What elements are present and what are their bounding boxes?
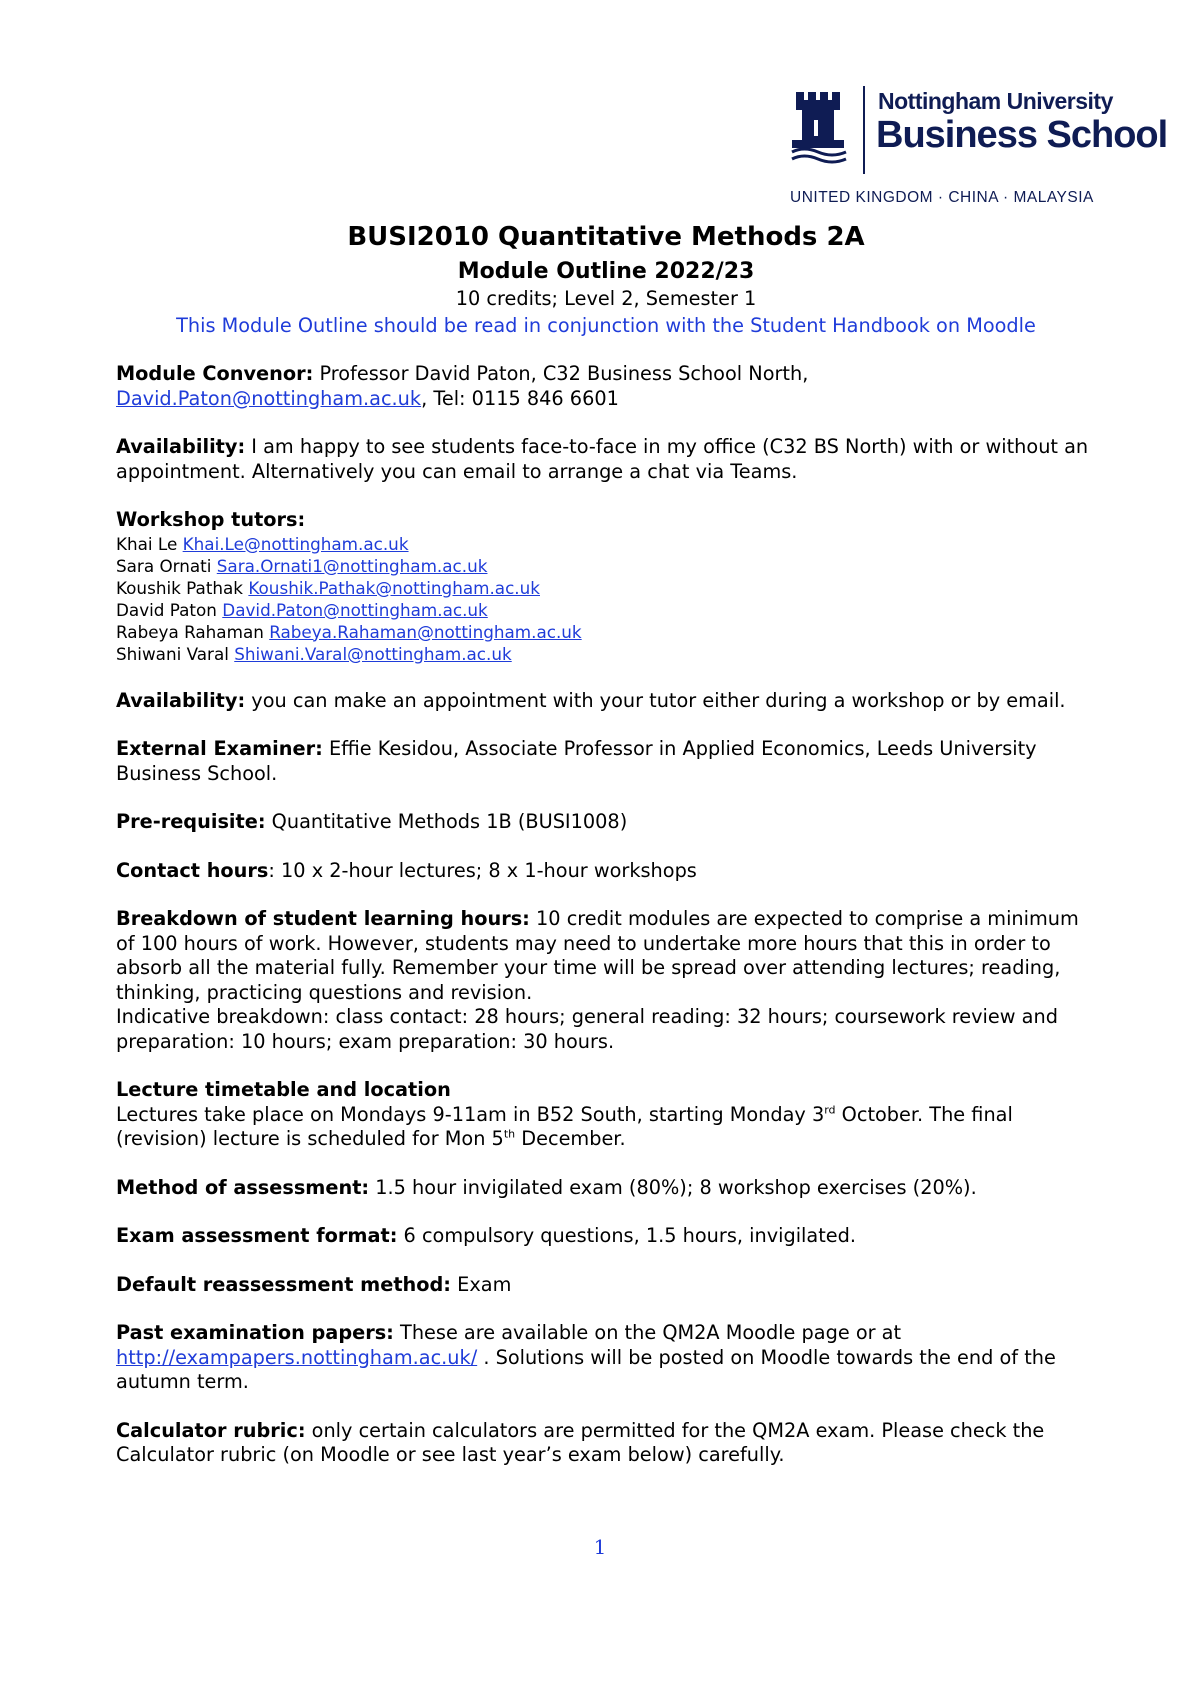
tutor-item <box>116 599 1096 621</box>
convenor-tel: , Tel: 0115 846 6601 <box>421 386 619 410</box>
lecture-timetable-section <box>116 1078 1096 1152</box>
availability-label: Availability: <box>116 435 246 458</box>
contact-hours-text: : 10 x 2-hour lectures; 8 x 1-hour workshops <box>268 858 697 882</box>
ordinal-suffix: th <box>503 1127 516 1141</box>
convenor-label: Module Convenor: <box>116 362 314 385</box>
tutor-name: Rabeya Rahaman <box>116 621 270 642</box>
lecture-text-a: Lectures take place on Mondays 9-11am in B52 South, starting Monday 3 <box>116 1102 825 1126</box>
castle-crest-icon <box>790 86 852 166</box>
past-papers-section <box>116 1321 1096 1395</box>
tutor-email-link[interactable]: Rabeya.Rahaman@nottingham.ac.uk <box>269 621 582 642</box>
learning-hours-label: Breakdown of student learning hours: <box>116 907 530 930</box>
tutor-availability-section <box>116 689 1096 714</box>
prerequisite-section <box>116 810 1096 835</box>
contact-hours-section <box>116 859 1096 884</box>
tutor-availability-label: Availability: <box>116 688 246 712</box>
assessment-method-text: 1.5 hour invigilated exam (80%); 8 workshop exercises (20%). <box>369 1175 977 1199</box>
university-logo <box>790 82 1168 207</box>
past-papers-text: These are available on the QM2A Moodle page or at <box>393 1321 902 1344</box>
workshop-tutors-label: Workshop tutors: <box>116 508 306 531</box>
availability-section <box>116 435 1096 484</box>
prerequisite-text: Quantitative Methods 1B (BUSI1008) <box>265 810 628 833</box>
convenor-email-link[interactable]: David.Paton@nottingham.ac.uk <box>116 386 422 410</box>
external-examiner-text: Effie Kesidou, Associate Professor in Applied Economics, Leeds University Business School. <box>116 737 1037 785</box>
indicative-breakdown: Indicative breakdown: class contact: 28 hours; general reading: 32 hours; coursework review and preparation: 10 hours; exam preparation: 30 hours. <box>116 1005 1058 1053</box>
calculator-rubric-text: only certain calculators are permitted for the QM2A exam. Please check the Calculator rubric (on Moodle or see last year’s exam below) carefully. <box>116 1418 1045 1466</box>
tutor-availability-text: you can make an appointment with your tutor either during a workshop or by email. <box>245 688 1066 712</box>
calculator-rubric-label: Calculator rubric: <box>116 1418 306 1442</box>
contact-hours-label: Contact hours <box>116 858 269 882</box>
tutor-item <box>116 621 1096 643</box>
external-examiner-section <box>116 737 1096 786</box>
assessment-method-label: Method of assessment: <box>116 1175 370 1199</box>
reassessment-label: Default reassessment method: <box>116 1272 452 1296</box>
lecture-text-c: December. <box>515 1127 626 1150</box>
exam-format-label: Exam assessment format: <box>116 1224 398 1247</box>
availability-text: I am happy to see students face-to-face in my office (C32 BS North) with or without an appointment. Alternatively you can email to arrange a chat via Teams. <box>116 435 1089 483</box>
tutor-name: David Paton <box>116 599 223 620</box>
tutor-email-link[interactable]: Khai.Le@nottingham.ac.uk <box>182 533 409 554</box>
tutor-item <box>116 643 1096 665</box>
reassessment-text: Exam <box>451 1272 512 1296</box>
calculator-rubric-section <box>116 1419 1096 1468</box>
past-papers-text-2: . Solutions will be posted on Moodle towards the end of the autumn term. <box>116 1345 1056 1393</box>
prerequisite-label: Pre-requisite: <box>116 810 266 833</box>
tutor-item <box>116 577 1096 599</box>
logo-tagline: UNITED KINGDOM · CHINA · MALAYSIA <box>790 189 1094 206</box>
credits-line: 10 credits; Level 2, Semester 1 <box>455 287 757 310</box>
ordinal-suffix: rd <box>824 1103 836 1117</box>
tutor-email-link[interactable]: Shiwani.Varal@nottingham.ac.uk <box>234 643 512 664</box>
page-number: 1 <box>593 1535 607 1559</box>
document-title: BUSI2010 Quantitative Methods 2A <box>347 222 865 252</box>
lecture-timetable-label: Lecture timetable and location <box>116 1078 451 1101</box>
tutor-item <box>116 533 1096 555</box>
tutor-name: Sara Ornati <box>116 555 217 576</box>
external-examiner-label: External Examiner: <box>116 737 323 760</box>
past-papers-label: Past examination papers: <box>116 1321 394 1344</box>
tutor-list <box>116 533 1096 665</box>
logo-school-name: Business School <box>876 114 1168 156</box>
logo-university-name: Nottingham University <box>878 88 1113 114</box>
convenor-text: Professor David Paton, C32 Business School North, <box>313 362 809 385</box>
tutor-name: Koushik Pathak <box>116 577 249 598</box>
exam-papers-link[interactable]: http://exampapers.nottingham.ac.uk/ <box>116 1345 478 1369</box>
convenor-section <box>116 362 1096 411</box>
reassessment-section <box>116 1273 1096 1298</box>
tutor-email-link[interactable]: Koushik.Pathak@nottingham.ac.uk <box>248 577 540 598</box>
tutor-item <box>116 555 1096 577</box>
handbook-note: This Module Outline should be read in conjunction with the Student Handbook on Moodle <box>176 313 1036 337</box>
logo-divider <box>863 86 865 174</box>
tutor-name: Shiwani Varal <box>116 643 235 664</box>
exam-format-section <box>116 1224 1096 1249</box>
learning-hours-text: 10 credit modules are expected to comprise a minimum of 100 hours of work. However, students may need to undertake more hours that this in order to absorb all the material fully. Remember your time will be spread over attending lectures; reading, thinking, practicing questions and revision. <box>116 907 1079 1004</box>
tutor-email-link[interactable]: David.Paton@nottingham.ac.uk <box>222 599 488 620</box>
tutor-name: Khai Le <box>116 533 183 554</box>
document-subtitle: Module Outline 2022/23 <box>457 259 755 284</box>
exam-format-text: 6 compulsory questions, 1.5 hours, invigilated. <box>397 1224 857 1247</box>
assessment-method-section <box>116 1176 1096 1201</box>
learning-hours-section <box>116 907 1096 1054</box>
document-body <box>116 222 1096 1468</box>
lecture-text-b: October. The final (revision) lecture is scheduled for Mon 5 <box>116 1102 1013 1150</box>
tutor-email-link[interactable]: Sara.Ornati1@nottingham.ac.uk <box>216 555 488 576</box>
